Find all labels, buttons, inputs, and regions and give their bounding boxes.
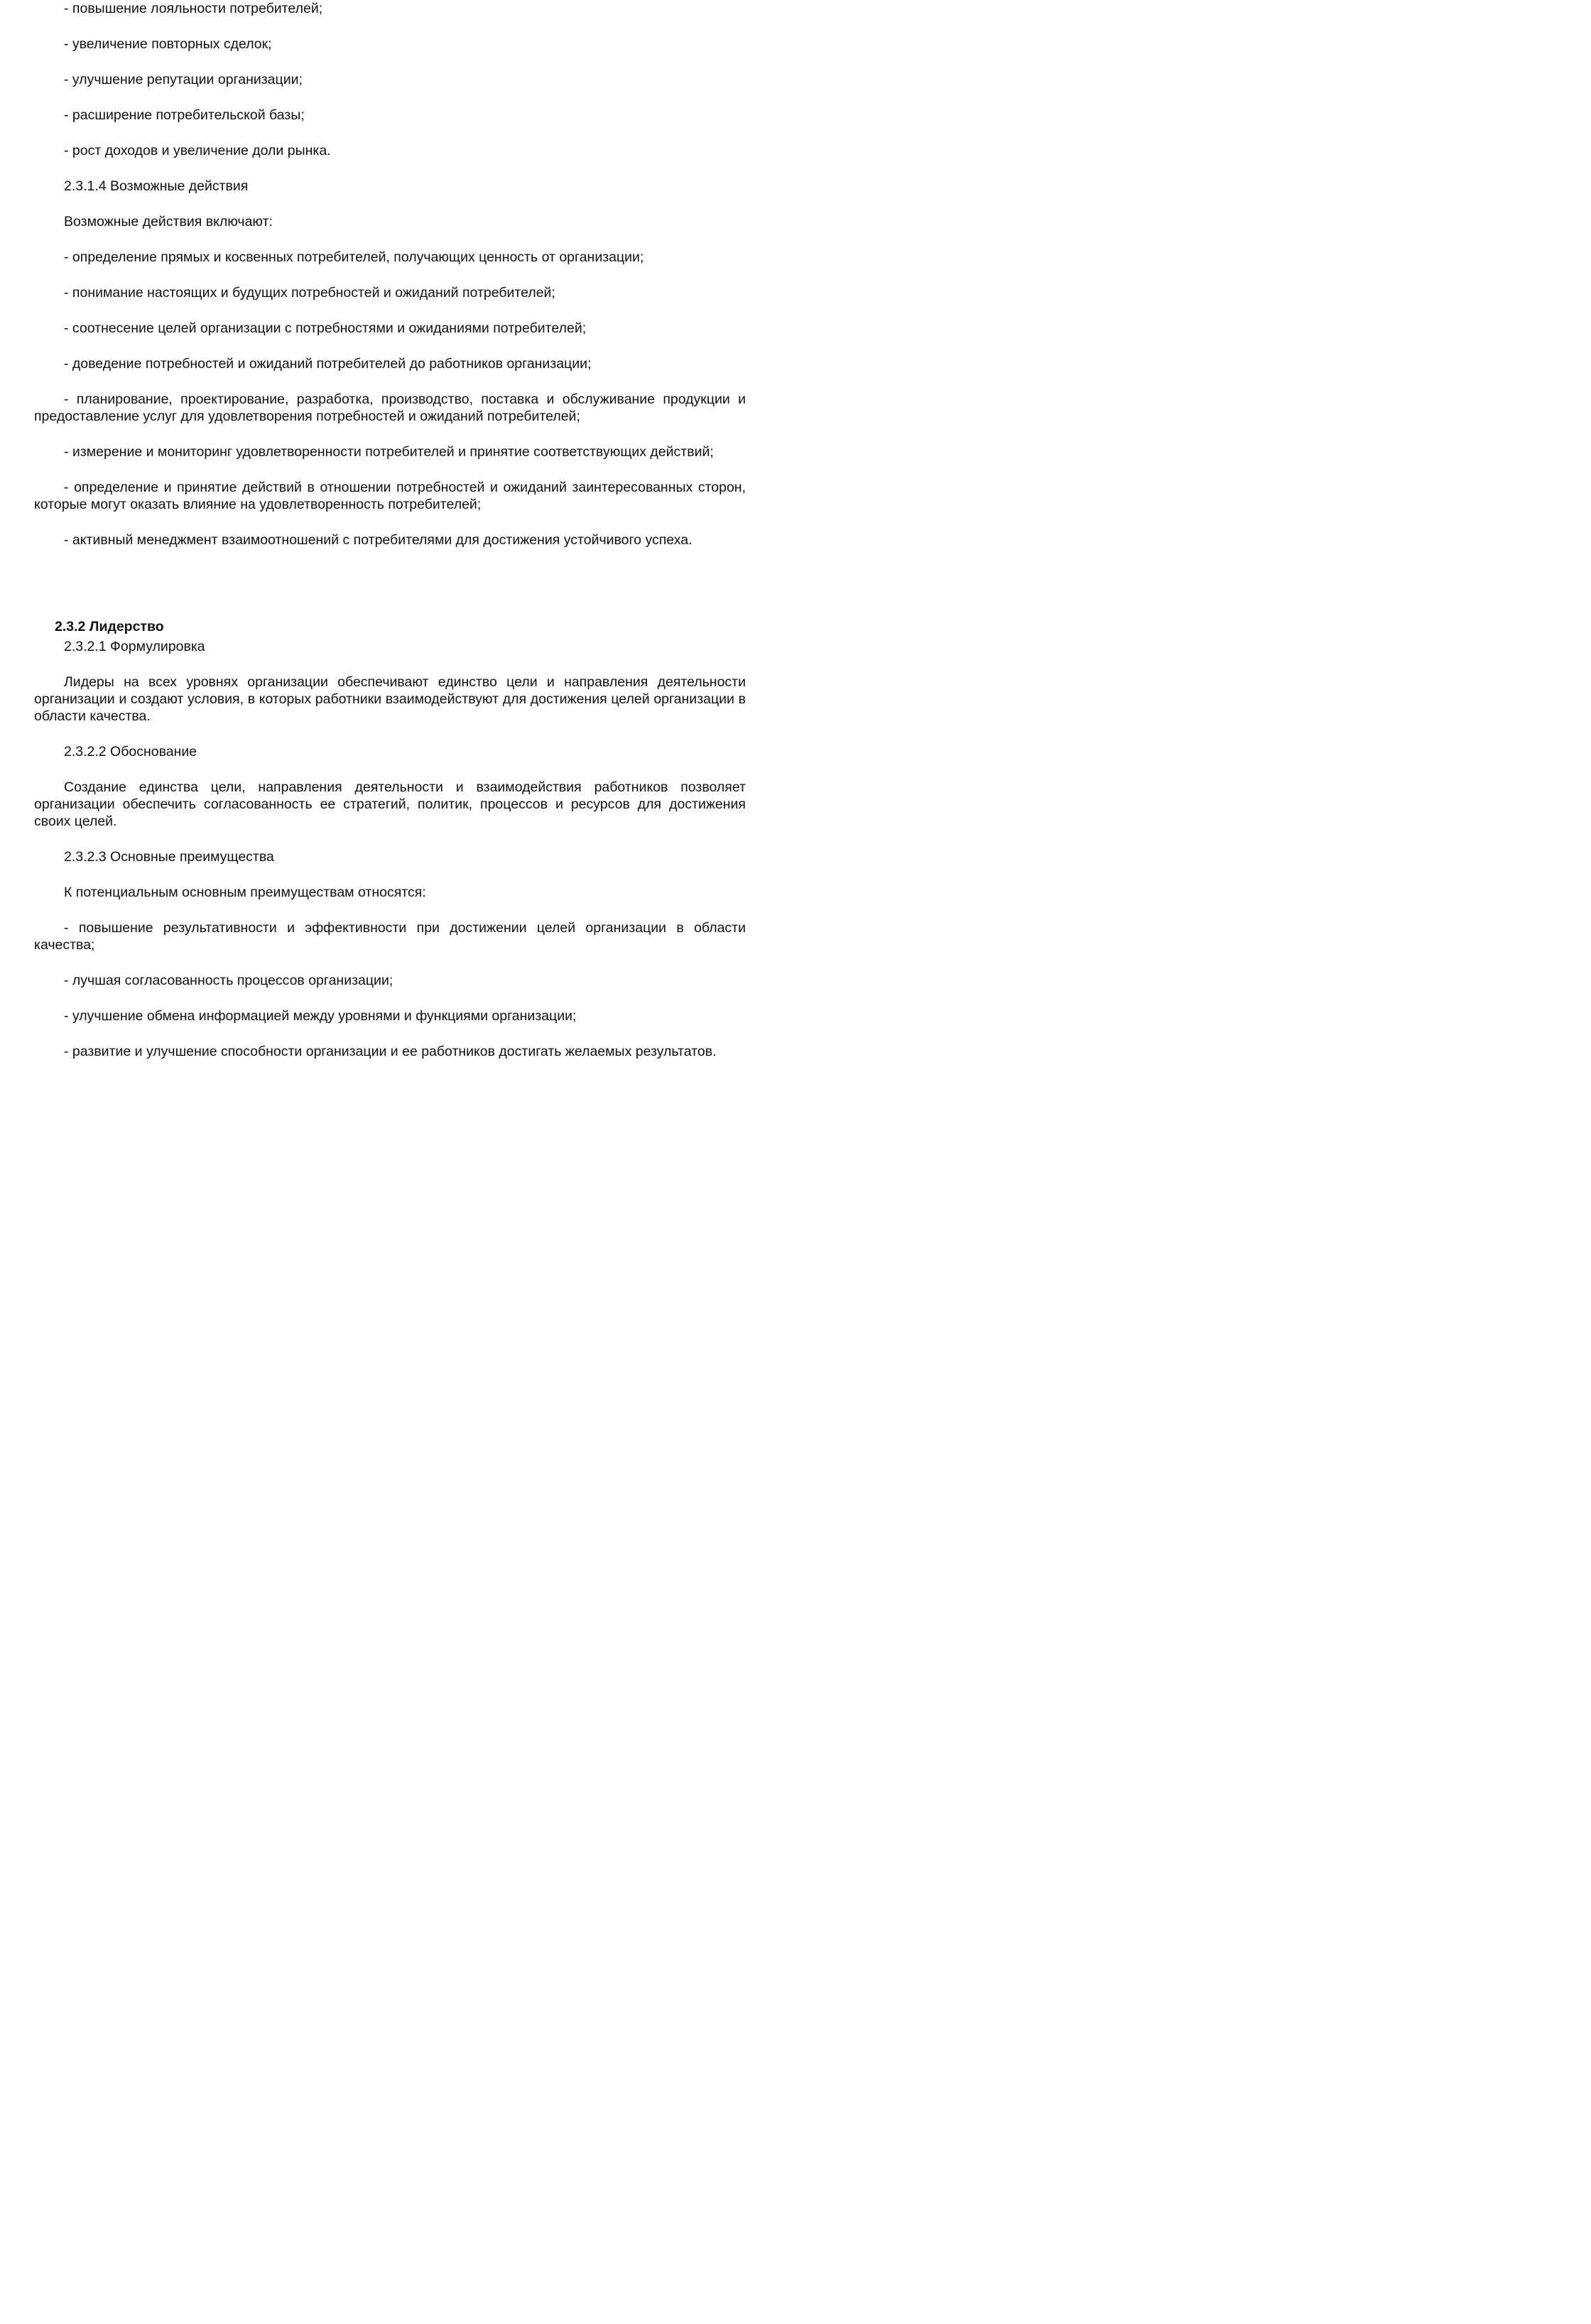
paragraph: Создание единства цели, направления деятельности и взаимодействия работников позволяет организации обеспечить согласованность ее стратегий, политик, процессов и ресурсов для достижения своих целей. (34, 779, 746, 829)
list-item: - развитие и улучшение способности организации и ее работников достигать желаемых результатов. (64, 1044, 717, 1059)
list-item: - увеличение повторных сделок; (64, 36, 272, 52)
list-item: - доведение потребностей и ожиданий потребителей до работников организации; (64, 356, 592, 372)
paragraph: Возможные действия включают: (64, 214, 273, 229)
list-item: - повышение результативности и эффективности при достижении целей организации в области качества; (34, 920, 746, 953)
subsection-heading: 2.3.2.2 Обоснование (64, 744, 197, 760)
list-item: - рост доходов и увеличение доли рынка. (64, 143, 331, 158)
list-item: - соотнесение целей организации с потребностями и ожиданиями потребителей; (64, 320, 587, 336)
section-heading: 2.3.2 Лидерство (55, 619, 164, 634)
subsection-heading: 2.3.2.3 Основные преимущества (64, 849, 274, 865)
list-item: - планирование, проектирование, разработка, производство, поставка и обслуживание продукции и предоставление услуг для удовлетворения потребностей и ожиданий потребителей; (34, 391, 746, 424)
list-item: - определение и принятие действий в отношении потребностей и ожиданий заинтересованных сторон, которые могут оказать влияние на удовлетворенность потребителей; (34, 480, 746, 512)
list-item: - расширение потребительской базы; (64, 107, 305, 123)
list-item: - измерение и мониторинг удовлетворенности потребителей и принятие соответствующих действий; (64, 444, 714, 460)
list-item: - повышение лояльности потребителей; (64, 1, 323, 16)
list-item: - понимание настоящих и будущих потребностей и ожиданий потребителей; (64, 285, 555, 301)
list-item: - лучшая согласованность процессов организации; (64, 973, 393, 988)
subsection-heading: 2.3.2.1 Формулировка (64, 639, 205, 654)
list-item: - активный менеджмент взаимоотношений с потребителями для достижения устойчивого успеха. (64, 532, 693, 548)
paragraph: К потенциальным основным преимуществам относятся: (64, 885, 426, 900)
section-gap (34, 567, 746, 618)
document-page (34, 0, 746, 1079)
list-item: - определение прямых и косвенных потребителей, получающих ценность от организации; (64, 249, 644, 265)
subsection-heading: 2.3.1.4 Возможные действия (64, 178, 249, 194)
list-item: - улучшение репутации организации; (64, 72, 303, 87)
paragraph: Лидеры на всех уровнях организации обеспечивают единство цели и направления деятельности организации и создают условия, в которых работники взаимодействуют для достижения целей организации в области качества. (34, 674, 746, 724)
list-item: - улучшение обмена информацией между уровнями и функциями организации; (64, 1008, 577, 1024)
